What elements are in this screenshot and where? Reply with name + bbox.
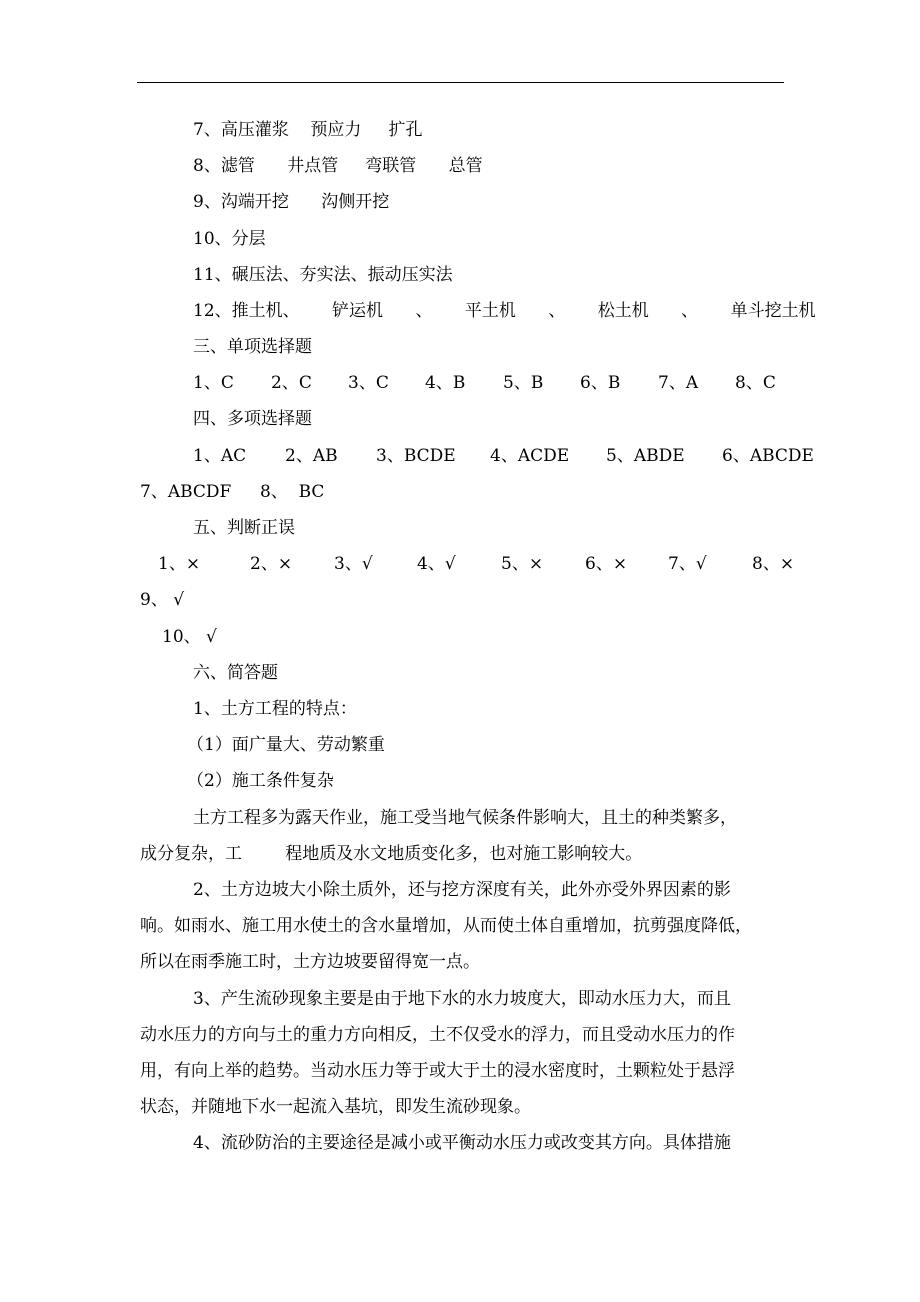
answer-item: 1、AC [193, 446, 247, 466]
answer-item: 7、ABCDF [140, 482, 232, 502]
paragraph-line: 3、产生流砂现象主要是由于地下水的水力坡度大，即动水压力大，而且 [193, 989, 731, 1009]
answer-item: 2、× [250, 554, 293, 574]
question-1-point-2: （2）施工条件复杂 [187, 771, 334, 791]
paragraph-line: 2、土方边坡大小除土质外，还与挖方深度有关，此外亦受外界因素的影 [193, 880, 731, 900]
paragraph-line: 状态，并随地下水一起流入基坑，即发生流砂现象。 [140, 1097, 531, 1117]
paragraph-line: 响。如雨水、施工用水使土的含水量增加，从而使土体自重增加，抗剪强度降低， [140, 916, 752, 936]
answer-item: 4、√ [417, 554, 456, 574]
answer-item: 2、AB [285, 446, 338, 466]
answer-item: 3、C [348, 373, 389, 393]
paragraph-line: 用，有向上举的趋势。当动水压力等于或大于土的浸水密度时，土颗粒处于悬浮 [140, 1061, 735, 1081]
question-1-point-1: （1）面广量大、劳动繁重 [187, 735, 385, 755]
answer-item: 8、× [752, 554, 795, 574]
answer-item: 5、× [501, 554, 544, 574]
section-title-multiple-choice: 四、多项选择题 [193, 409, 312, 429]
answer-item: 6、× [585, 554, 628, 574]
answer-item: 7、A [658, 373, 699, 393]
fill-line-8: 8、滤管 井点管 弯联管 总管 [193, 156, 483, 176]
answer-item: 6、B [580, 373, 621, 393]
paragraph-line: 动水压力的方向与土的重力方向相反，土不仅受水的浮力，而且受动水压力的作 [140, 1025, 735, 1045]
header-rule [137, 82, 784, 83]
paragraph-line: 土方工程多为露天作业，施工受当地气候条件影响大，且土的种类繁多， [193, 808, 737, 828]
answer-item: 7、√ [668, 554, 707, 574]
answer-item: 4、ACDE [490, 446, 570, 466]
answer-item: 8、C [735, 373, 776, 393]
answer-item: 9、 √ [140, 590, 185, 610]
answer-item: 5、B [503, 373, 544, 393]
section-title-short-answer: 六、简答题 [193, 663, 278, 683]
answer-item: 1、× [158, 554, 201, 574]
answer-item: 2、C [271, 373, 312, 393]
answer-item: 10、 √ [162, 627, 217, 647]
answer-item: 1、C [193, 373, 234, 393]
paragraph-line: 所以在雨季施工时，土方边坡要留得宽一点。 [140, 952, 480, 972]
fill-line-10: 10、分层 [193, 229, 266, 249]
fill-line-11: 11、碾压法、夯实法、振动压实法 [193, 265, 453, 285]
section-title-single-choice: 三、单项选择题 [193, 337, 312, 357]
section-title-true-false: 五、判断正误 [193, 518, 295, 538]
answer-item: 8、 BC [260, 482, 325, 502]
paragraph-line: 成分复杂，工 程地质及水文地质变化多，也对施工影响较大。 [140, 844, 643, 864]
answer-item: 3、√ [334, 554, 373, 574]
question-1-title: 1、土方工程的特点： [193, 699, 357, 719]
fill-line-7: 7、高压灌浆 预应力 扩孔 [193, 120, 423, 140]
answer-item: 6、ABCDE [722, 446, 814, 466]
paragraph-line: 4、流砂防治的主要途径是减小或平衡动水压力或改变其方向。具体措施 [193, 1133, 731, 1153]
fill-line-9: 9、沟端开挖 沟侧开挖 [193, 192, 390, 212]
answer-item: 3、BCDE [376, 446, 456, 466]
answer-item: 5、ABDE [606, 446, 685, 466]
answer-item: 4、B [425, 373, 466, 393]
fill-line-12: 12、推土机、 铲运机 、 平土机 、 松土机 、 单斗挖土机 [193, 301, 816, 321]
